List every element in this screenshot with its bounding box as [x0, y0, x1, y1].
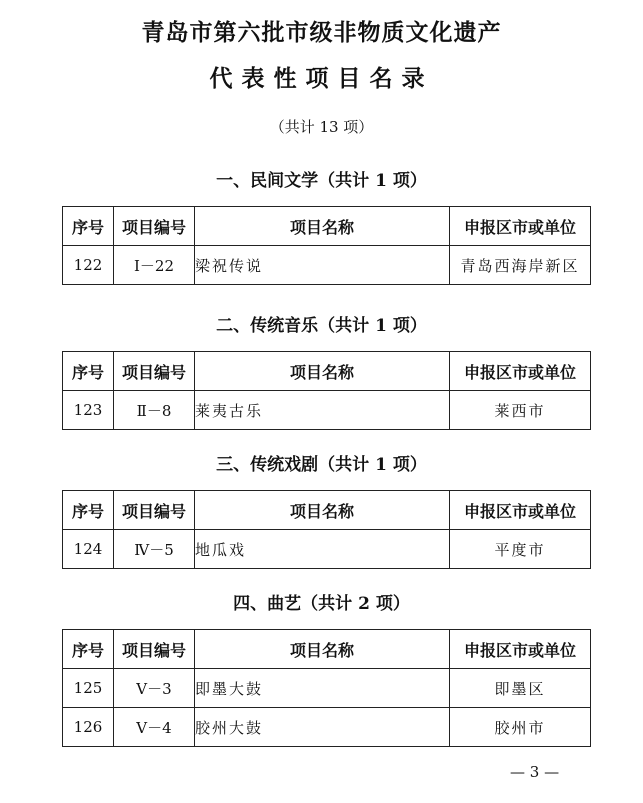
header-code: 项目编号	[114, 491, 195, 530]
cell-code: Ⅴ－3	[114, 669, 195, 708]
table-header-row	[63, 491, 591, 530]
cell-num: 125	[63, 669, 114, 708]
header-name: 项目名称	[195, 352, 450, 391]
table-row	[63, 530, 591, 569]
header-num: 序号	[63, 352, 114, 391]
cell-unit: 即墨区	[450, 669, 591, 708]
page-number: — 3 —	[510, 763, 560, 781]
cell-name: 胶州大鼓	[195, 708, 450, 747]
section-title-traditional-music: 二、传统音乐（共计 1 项）	[216, 316, 427, 336]
cell-num: 123	[63, 391, 114, 430]
table-header-row	[63, 352, 591, 391]
cell-code: Ⅰ－22	[114, 246, 195, 285]
section-title-folk-literature: 一、民间文学（共计 1 项）	[216, 171, 427, 191]
cell-name: 梁祝传说	[195, 246, 450, 285]
header-unit: 申报区市或单位	[450, 207, 591, 246]
cell-code: Ⅴ－4	[114, 708, 195, 747]
header-code: 项目编号	[114, 352, 195, 391]
header-unit: 申报区市或单位	[450, 491, 591, 530]
document-title-line-1: 青岛市第六批市级非物质文化遗产	[141, 19, 502, 46]
header-name: 项目名称	[195, 491, 450, 530]
header-num: 序号	[63, 630, 114, 669]
cell-name: 即墨大鼓	[195, 669, 450, 708]
section-title-quyi: 四、曲艺（共计 2 项）	[233, 594, 410, 614]
table-row	[63, 708, 591, 747]
header-code: 项目编号	[114, 630, 195, 669]
quyi-table	[62, 629, 591, 747]
cell-num: 124	[63, 530, 114, 569]
table-header-row	[63, 630, 591, 669]
table-header-row	[63, 207, 591, 246]
header-name: 项目名称	[195, 207, 450, 246]
cell-name: 地瓜戏	[195, 530, 450, 569]
cell-code: Ⅳ－5	[114, 530, 195, 569]
cell-unit: 胶州市	[450, 708, 591, 747]
header-num: 序号	[63, 207, 114, 246]
table-row	[63, 669, 591, 708]
header-unit: 申报区市或单位	[450, 352, 591, 391]
cell-num: 122	[63, 246, 114, 285]
traditional-drama-table	[62, 490, 591, 569]
header-num: 序号	[63, 491, 114, 530]
table-row	[63, 246, 591, 285]
header-name: 项目名称	[195, 630, 450, 669]
cell-unit: 平度市	[450, 530, 591, 569]
cell-name: 莱夷古乐	[195, 391, 450, 430]
total-count: （共计 13 项）	[269, 118, 374, 136]
section-title-traditional-drama: 三、传统戏剧（共计 1 项）	[216, 455, 427, 475]
header-unit: 申报区市或单位	[450, 630, 591, 669]
cell-unit: 青岛西海岸新区	[450, 246, 591, 285]
header-code: 项目编号	[114, 207, 195, 246]
cell-code: Ⅱ－8	[114, 391, 195, 430]
cell-unit: 莱西市	[450, 391, 591, 430]
cell-num: 126	[63, 708, 114, 747]
folk-literature-table	[62, 206, 591, 285]
table-row	[63, 391, 591, 430]
document-title-line-2: 代表性项目名录	[209, 65, 434, 92]
traditional-music-table	[62, 351, 591, 430]
